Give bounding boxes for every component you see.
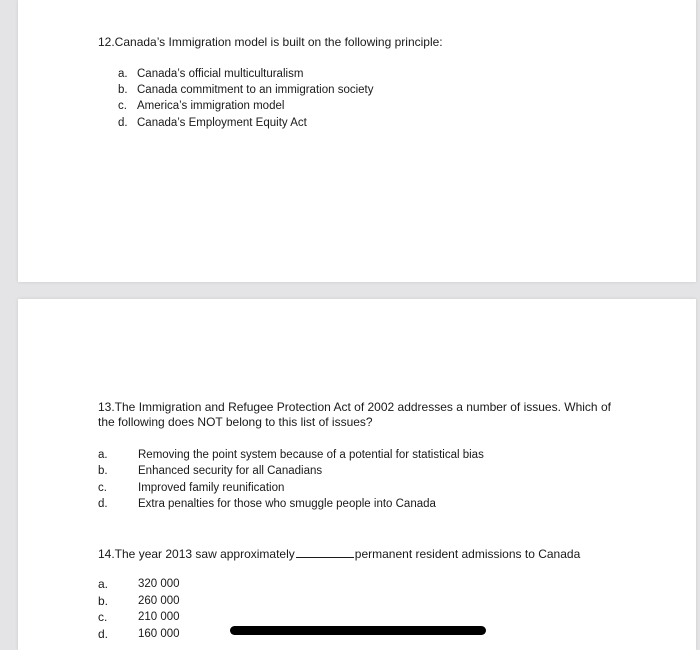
option-letter: c. [98,610,108,624]
question-14-text-after: permanent resident admissions to Canada [354,547,581,561]
option-letter: a. [98,449,108,461]
option-letter: c. [98,482,107,494]
option-text: Removing the point system because of a potential for statistical bias [138,449,484,461]
option-text: Canada’s official multiculturalism [137,68,304,80]
option-letter: d. [118,117,128,129]
option-letter: b. [98,465,108,477]
option-letter: d. [98,498,108,510]
option-text: Canada’s Employment Equity Act [137,117,307,129]
question-12-text: 12.Canada’s Immigration model is built on the following principle: [98,35,443,49]
option-letter: c. [118,100,127,112]
question-13-text: 13.The Immigration and Refugee Protection Act of 2002 addresses a number of issues. Which of the following does NOT belong to this list of issues? [98,400,611,429]
option-text: 260 000 [138,595,180,607]
option-text: 160 000 [138,628,180,640]
question-14-text-before: 14.The year 2013 saw approximately [98,547,295,561]
document-page-1 [18,0,696,282]
option-text: 320 000 [138,578,180,590]
option-text: Enhanced security for all Canadians [138,465,323,477]
option-text: Improved family reunification [138,482,285,494]
option-text: Extra penalties for those who smuggle people into Canada [138,498,436,510]
option-text: 210 000 [138,611,180,623]
option-text: Canada commitment to an immigration society [137,84,374,96]
redaction-bar [230,626,486,635]
option-letter: d. [98,627,109,641]
option-letter: a. [118,68,128,80]
option-letter: b. [98,594,109,608]
question-14-text [98,545,580,562]
option-letter: a. [98,577,109,591]
option-text: America’s immigration model [137,100,285,112]
document-page-2 [18,299,696,650]
option-letter: b. [118,84,128,96]
answer-blank [296,545,354,558]
